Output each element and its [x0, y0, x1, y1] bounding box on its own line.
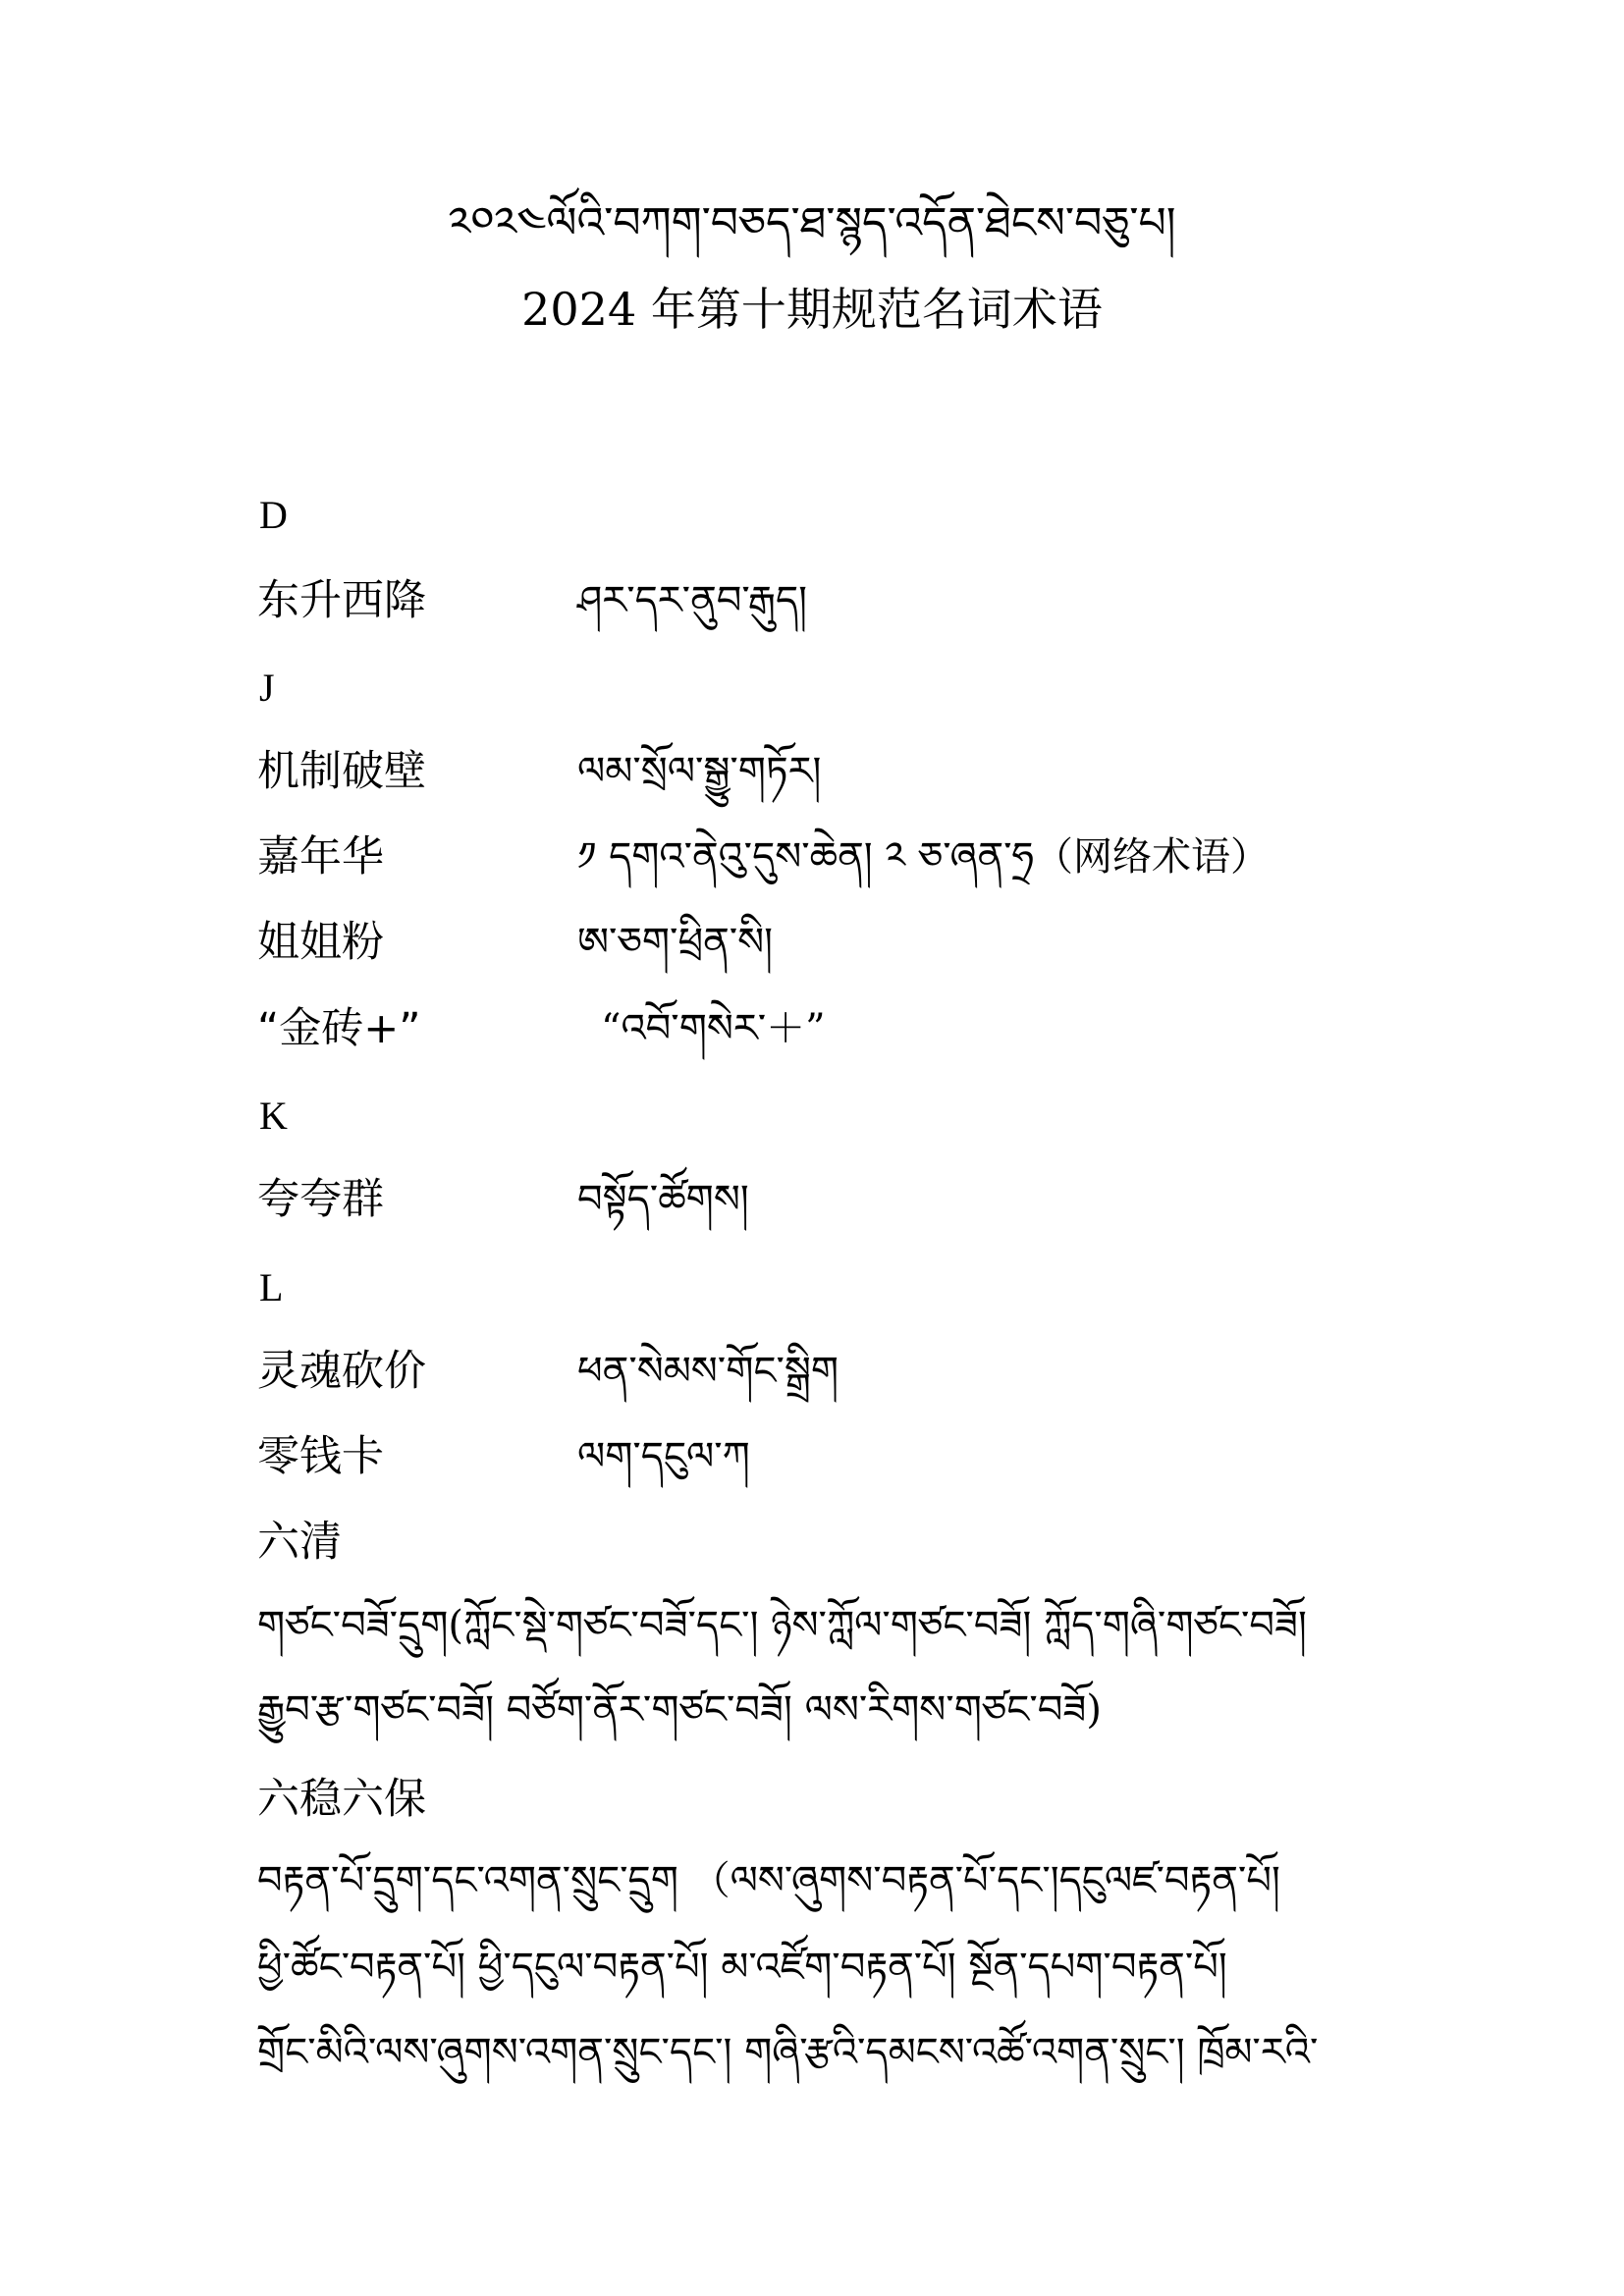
paragraph-line: ཕྱི་ཚོང་བརྟན་པོ། ཕྱི་དངུལ་བརྟན་པོ། མ་འཛོག་བརྟན་པོ། སྔོན་དཔག་བརྟན་པོ། — [257, 1945, 1227, 1990]
term-chinese: 嘉年华 — [257, 832, 384, 881]
section-letter: J — [259, 666, 275, 710]
paragraph-line: བརྟན་པོ་དྲུག་དང་འགན་སྲུང་དྲུག （ལས་ཞུགས་བརྟན་པོ་དང་།དངུལཛ་བརྟན་པོ། — [257, 1858, 1280, 1903]
section-letter: D — [259, 493, 288, 537]
term-tibetan: ཨ་ཅག་ཕྲིན་སི། — [577, 920, 774, 965]
term-tibetan: བསྟོད་ཚོགས། — [577, 1177, 749, 1222]
section-letter: L — [259, 1265, 284, 1309]
term-chinese: 东升西降 — [257, 576, 426, 625]
term-tibetan: ལམ་སྲོལ་སྒྱུ་གཏོར། — [577, 749, 822, 794]
term-tibetan: ཕན་སེམས་གོང་སྒྲིག — [577, 1349, 839, 1394]
term-tibetan: ལག་དངུལ་ཀ — [577, 1434, 750, 1479]
title-tibetan: ༢༠༢༤ལོའི་བཀག་བཅད་ཐ་སྙད་འདོན་ཐེངས་བཅུ་པ། — [448, 198, 1176, 248]
section-letter: K — [259, 1094, 288, 1138]
term-chinese: 灵魂砍价 — [257, 1347, 426, 1396]
paragraph-line: རྒྱུབ་རྩ་གཙང་བཟོ། བཙོག་ནོར་གཙང་བཟོ། ལས་རིགས་གཙང་བཟོ) — [257, 1687, 1102, 1733]
term-tibetan: ཤར་དར་ནུབ་རྒུད། — [577, 578, 807, 623]
term-tibetan: “འབོ་གསེར་＋” — [601, 1006, 826, 1051]
term-chinese: 夸夸群 — [257, 1175, 384, 1224]
title-chinese: 2024 年第十期规范名词术语 — [521, 283, 1103, 336]
paragraph-heading: 六清 — [257, 1518, 342, 1567]
paragraph-line: གཙང་བཟོ་དྲུག(ཀློང་སྡེ་གཙང་བཟོ་དང་། ཉེས་ཀློལ་གཙང་བཟོ། ཀློད་གཞི་གཙང་བཟོ། — [257, 1603, 1307, 1648]
term-chinese: “金砖+” — [257, 1004, 421, 1053]
paragraph-line: གྲོང་མིའི་ལས་ཞུགས་འགན་སྲུང་དང་། གཞི་རྩའི་དམངས་འཚོ་འགན་སྲུང་། ཁྲོམ་རའི་ — [257, 2030, 1319, 2075]
paragraph-heading: 六稳六保 — [257, 1775, 426, 1824]
term-chinese: 姐姐粉 — [257, 918, 384, 967]
term-chinese: 机制破壁 — [257, 747, 426, 796]
term-chinese: 零钱卡 — [257, 1432, 384, 1481]
term-tibetan: ༡ དགའ་ནེའུ་དུས་ཆེན། ༢ ཅ་ཞན་ཧྲ（网络术语） — [577, 834, 1271, 880]
